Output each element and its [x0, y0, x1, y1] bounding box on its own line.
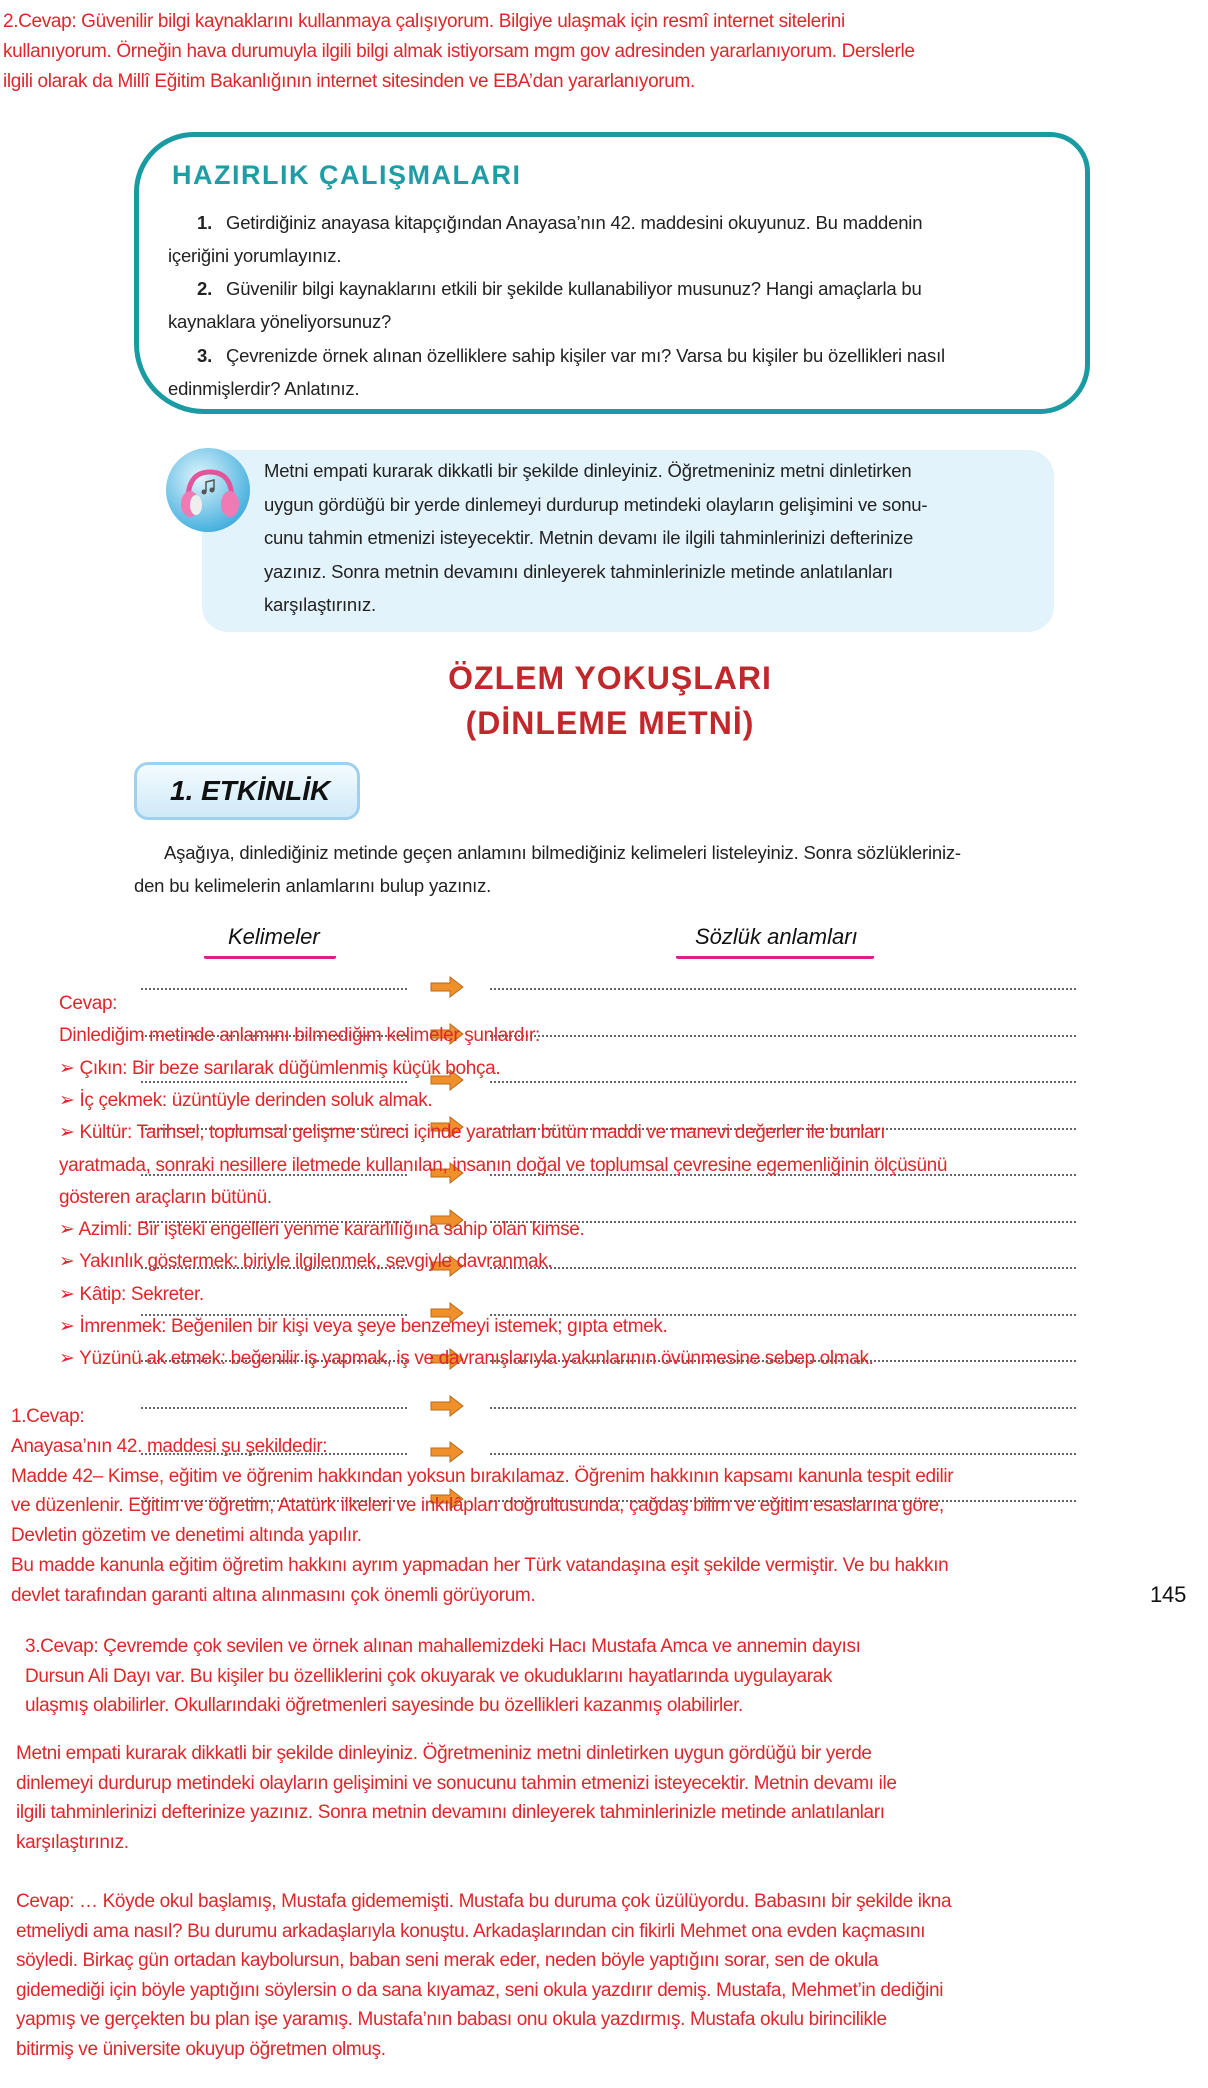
- listening-note-line: Metni empati kurarak dikkatli bir şekilde dinleyiniz. Öğretmeniniz metni dinletirken: [264, 460, 912, 481]
- prediction-answer-line: yapmış ve gerçekten bu plan işe yaramış. Mustafa’nın babası onu okula yazdırmış. Mustafa okulu birincilikle: [16, 2009, 887, 2030]
- answer1-line: Devletin gözetim ve denetimi altında yapılır.: [11, 1525, 362, 1547]
- vocab-answer-line: ➢ İç çekmek: üzüntüyle derinden soluk almak.: [59, 1089, 433, 1111]
- prediction-answer-line: Cevap: … Köyde okul başlamış, Mustafa gidememişti. Mustafa bu duruma çok üzülüyordu. Babasını bir şekilde ikna: [16, 1891, 952, 1912]
- meaning-blank[interactable]: [490, 988, 1076, 990]
- listening-note-line: uygun gördüğü bir yerde dinlemeyi durdurup metindeki olayların gelişimini ve sonu-: [264, 494, 928, 515]
- arrow-right-icon: [430, 1395, 464, 1417]
- answer2-line: 2.Cevap: Güvenilir bilgi kaynaklarını kullanmaya çalışıyorum. Bilgiye ulaşmak için resmî internet sitelerini: [3, 11, 845, 32]
- vocab-answer-line: ➢ İmrenmek: Beğenilen bir kişi veya şeye benzemeyi istemek; gıpta etmek.: [59, 1316, 668, 1337]
- preparation-title: HAZIRLIK ÇALIŞMALARI: [172, 160, 522, 190]
- answer3-line: ulaşmış olabilirler. Okullarındaki öğretmenleri sayesinde bu özellikleri kazanmış olabilirler.: [25, 1695, 743, 1716]
- meaning-blank[interactable]: [490, 1035, 1076, 1037]
- vocab-answer-line: ➢ Kâtip: Sekreter.: [59, 1283, 204, 1305]
- answer3-line: 3.Cevap: Çevremde çok sevilen ve örnek alınan mahallemizdeki Hacı Mustafa Amca ve annemin dayısı: [25, 1636, 861, 1657]
- answer2-line: ilgili olarak da Millî Eğitim Bakanlığının internet sitesinden ve EBA’dan yararlanıyorum.: [3, 71, 695, 92]
- vocab-answer-line: Cevap:: [59, 993, 118, 1014]
- listening-repeat-line: dinlemeyi durdurup metindeki olayların gelişimini ve sonucunu tahmin etmenizi isteyecektir. Metnin devamı ile: [16, 1772, 897, 1794]
- answer1-line: Bu madde kanunla eğitim öğretim hakkını ayrım yapmadan her Türk vatandaşına eşit şekilde vermiştir. Ve bu hakkın: [11, 1555, 949, 1576]
- listening-note-line: karşılaştırınız.: [264, 594, 376, 615]
- vocab-answer-line: ➢ Kültür: Tarihsel, toplumsal gelişme süreci içinde yaratılan bütün maddi ve manevi değerler ile bunları: [59, 1122, 886, 1144]
- answer2-line: kullanıyorum. Örneğin hava durumuyla ilgili bilgi almak istiyorsam mgm gov adresinden yararlanıyorum. Derslerle: [3, 41, 915, 62]
- underline-decoration: [204, 953, 336, 959]
- meaning-blank[interactable]: [490, 1267, 1076, 1269]
- page-number: 145: [1150, 1582, 1187, 1607]
- activity-label: 1. ETKİNLİK: [170, 775, 331, 806]
- prediction-answer-line: bitirmiş ve üniversite okuyup öğretmen olmuş.: [16, 2038, 386, 2060]
- vocab-answer-line: ➢ Çıkın: Bir beze sarılarak düğümlenmiş küçük bohça.: [59, 1057, 501, 1079]
- activity-instruction: den bu kelimelerin anlamlarını bulup yazınız.: [134, 875, 492, 896]
- item-text: edinmişlerdir? Anlatınız.: [168, 378, 360, 399]
- item-number: 3.: [197, 345, 213, 366]
- item-text: kaynaklara yöneliyorsunuz?: [168, 311, 392, 332]
- word-blank[interactable]: [141, 988, 407, 990]
- item-number: 2.: [197, 278, 213, 299]
- prediction-answer-line: gidemediği için böyle yaptığını söylersin o da sana kıyamaz, seni okula yazdırır demiş. Mustafa, Mehmet’in dediğini: [16, 1979, 944, 2001]
- answer1-line: ve düzenlenir. Eğitim ve öğretim, Atatürk ilkeleri ve inkılâpları doğrultusunda, çağdaş bilim ve eğitim esaslarına göre,: [11, 1495, 944, 1517]
- listening-repeat-line: Metni empati kurarak dikkatli bir şekilde dinleyiniz. Öğretmeniniz metni dinletirken uygun gördüğü bir yerde: [16, 1743, 872, 1764]
- meaning-blank[interactable]: [490, 1081, 1076, 1083]
- meaning-blank[interactable]: [490, 1407, 1076, 1409]
- answer1-line: 1.Cevap:: [11, 1406, 85, 1427]
- arrow-right-icon: [430, 976, 464, 998]
- vocab-answer-line: ➢ Azimli: Bir işteki engelleri yenme kararlılığına sahip olan kimse.: [59, 1219, 585, 1241]
- word-blank[interactable]: [141, 1081, 407, 1083]
- answer1-line: devlet tarafından garanti altına alınmasını çok önemli görüyorum.: [11, 1584, 536, 1606]
- vocab-answer-line: gösteren araçların bütünü.: [59, 1186, 272, 1208]
- item-number: 1.: [197, 212, 213, 233]
- word-blank[interactable]: [141, 1407, 407, 1409]
- meaning-blank[interactable]: [490, 1453, 1076, 1455]
- item-text: Çevrenizde örnek alınan özelliklere sahip kişiler var mı? Varsa bu kişiler bu özellikleri nasıl: [226, 345, 945, 366]
- item-text: içeriğini yorumlayınız.: [168, 245, 342, 266]
- listening-repeat-line: karşılaştırınız.: [16, 1831, 129, 1853]
- answer1-line: Anayasa’nın 42. maddesi şu şekildedir:: [11, 1435, 328, 1457]
- column-header-meanings: Sözlük anlamları: [695, 924, 858, 949]
- answer1-line: Madde 42– Kimse, eğitim ve öğrenim hakkından yoksun bırakılamaz. Öğrenim hakkının kapsamı kanunla tespit edilir: [11, 1465, 954, 1487]
- listening-note-line: yazınız. Sonra metnin devamını dinleyerek tahminlerinizle metinde anlatılanları: [264, 561, 893, 582]
- prediction-answer-line: etmeliydi ama nasıl? Bu durumu arkadaşlarıyla konuştu. Arkadaşlarından cin fikirli Mehmet ona evden kaçmasını: [16, 1920, 926, 1942]
- activity-instruction: Aşağıya, dinlediğiniz metinde geçen anlamını bilmediğiniz kelimeleri listeleyiniz. Sonra sözlükleriniz-: [164, 842, 961, 863]
- underline-decoration: [676, 953, 874, 959]
- listening-repeat-line: ilgili tahminlerinizi defterinize yazınız. Sonra metnin devamını dinleyerek tahminlerinizle metinde anlatılanları: [16, 1802, 885, 1824]
- arrow-right-icon: [430, 1441, 464, 1463]
- vocab-answer-line: Dinlediğim metinde anlamını bilmediğim kelimeler şunlardır:: [59, 1025, 540, 1047]
- item-text: Güvenilir bilgi kaynaklarını etkili bir şekilde kullanabiliyor musunuz? Hangi amaçlarla bu: [226, 278, 922, 299]
- vocab-answer-line: ➢ Yüzünü ak etmek: beğenilir iş yapmak, iş ve davranışlarıyla yakınlarının övünmesine sebep olmak.: [59, 1348, 874, 1370]
- prediction-answer-line: söyledi. Birkaç gün ortadan kaybolursun, baban seni merak eder, neden böyle yaptığını sorar, sen de okula: [16, 1950, 879, 1971]
- column-header-words: Kelimeler: [228, 924, 320, 949]
- vocab-answer-line: yaratmada, sonraki nesillere iletmede kullanılan, insanın doğal ve toplumsal çevresine egemenliğinin ölçüsünü: [59, 1154, 948, 1176]
- vocab-answer-line: ➢ Yakınlık göstermek: biriyle ilgilenmek, sevgiyle davranmak.: [59, 1251, 553, 1273]
- item-text: Getirdiğiniz anayasa kitapçığından Anayasa’nın 42. maddesini okuyunuz. Bu maddenin: [226, 212, 923, 233]
- listening-note-line: cunu tahmin etmenizi isteyecektir. Metnin devamı ile ilgili tahminlerinizi defterinize: [264, 527, 914, 548]
- answer3-line: Dursun Ali Dayı var. Bu kişiler bu özelliklerini çok okuyarak ve okuduklarını hayatlarında uygulayarak: [25, 1665, 833, 1687]
- headphones-icon: [166, 448, 250, 532]
- text-subtitle: (DİNLEME METNİ): [465, 705, 755, 741]
- text-title: ÖZLEM YOKUŞLARI: [448, 660, 772, 696]
